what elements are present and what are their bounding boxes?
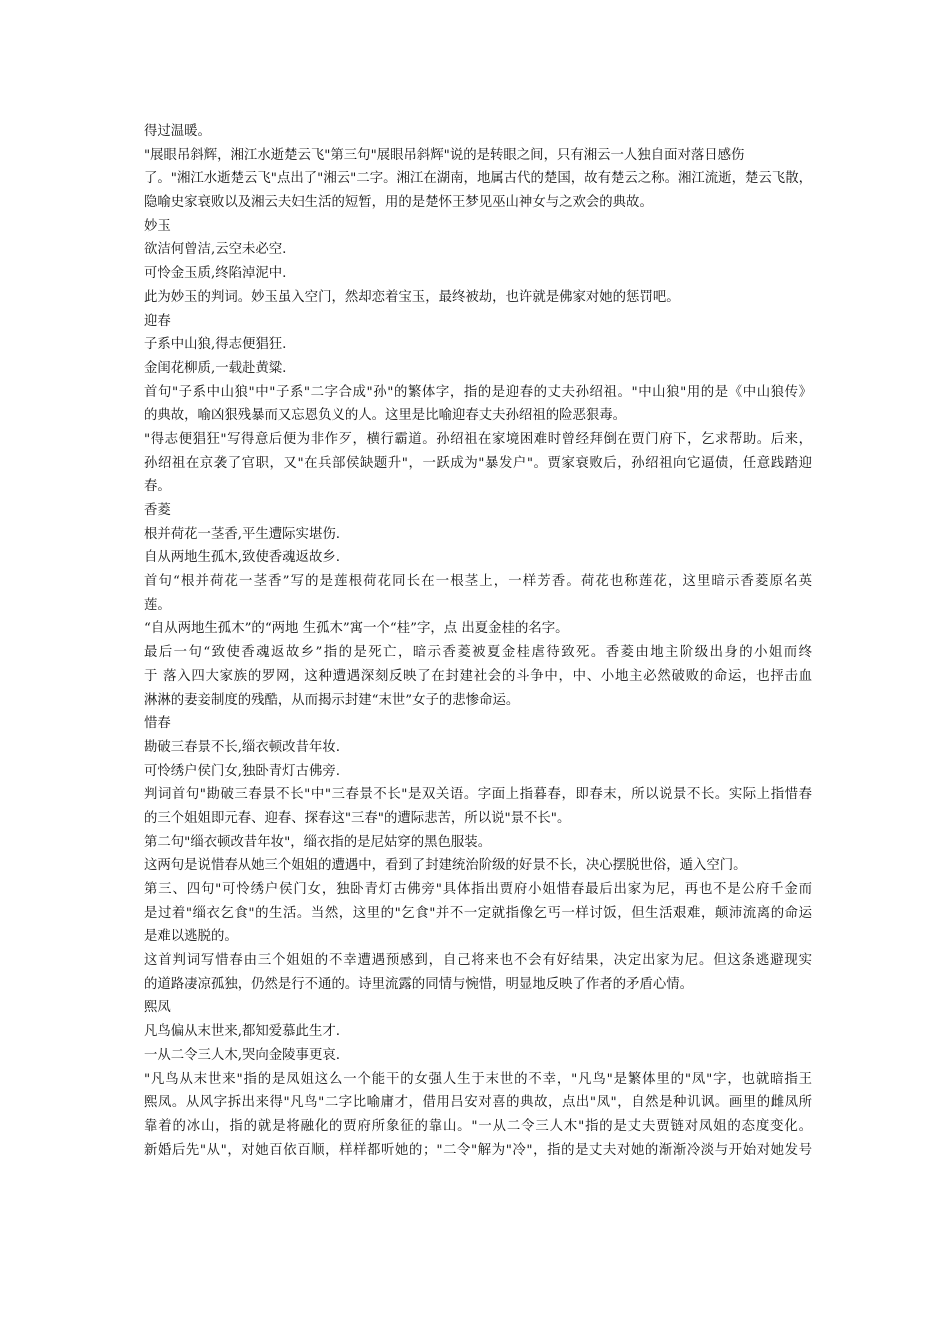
text-line: 判词首句"勘破三春景不长"中"三春景不长"是双关语。字面上指暮春，即春末，所以说景不长。实际上指惜春 [144, 787, 812, 803]
text-line: 欲洁何曾洁,云空未必空. [144, 242, 287, 258]
text-line: 第三、四句"可怜绣户侯门女，独卧青灯古佛旁"具体指出贾府小姐惜春最后出家为尼，再也不是公府千金而 [144, 882, 812, 897]
text-line: "凡鸟从末世来"指的是凤姐这么一个能干的女强人生于末世的不幸，"凡鸟"是繁体里的"凤"字，也就暗指王 [144, 1071, 812, 1087]
text-line: 根并荷花一茎香,平生遭际实堪伤. [144, 526, 340, 542]
text-line: 金闺花柳质,一载赴黄粱. [144, 360, 287, 376]
text-line: 是难以逃脱的。 [144, 929, 238, 945]
document-body [144, 120, 812, 1162]
text-line: “自从两地生孤木”的“两地 生孤木”寓一个“桂”字，点 出夏金桂的名字。 [144, 621, 569, 637]
text-line: 靠着的冰山，指的就是将融化的贾府所象征的靠山。"一从二令三人木"指的是丈夫贾链对凤姐的态度变化。 [144, 1118, 812, 1134]
text-line: 一从二令三人木,哭向金陵事更哀. [144, 1047, 340, 1063]
text-line: 可怜金玉质,终陷淖泥中. [144, 266, 287, 282]
text-line: 可怜绣户侯门女,独卧青灯古佛旁. [144, 763, 340, 779]
text-line: 这首判词写惜春由三个姐姐的不幸遭遇预感到，自己将来也不会有好结果，决定出家为尼。但这条逃避现实 [144, 953, 812, 969]
text-line: 是过着"缁衣乞食"的生活。当然，这里的"乞食"并不一定就指像乞丐一样讨饭，但生活艰难，颠沛流离的命运 [144, 905, 812, 921]
text-line: 熙凤 [144, 1000, 171, 1016]
text-line: 了。"湘江水逝楚云飞"点出了"湘云"二字。湘江在湖南，地属古代的楚国，故有楚云之称。湘江流逝，楚云飞散， [144, 171, 812, 187]
text-line: 淋淋的妻妾制度的残酷，从而揭示封建“末世”女子的悲惨命运。 [144, 692, 520, 708]
text-line: 凡鸟偏从末世来,都知爱慕此生才. [144, 1024, 340, 1040]
text-line: 新婚后先"从"，对她百依百顺，样样都听她的；"二令"解为"冷"，指的是丈夫对她的渐渐冷淡与开始对她发号 [144, 1142, 812, 1158]
text-line: 妙玉 [144, 218, 171, 234]
text-line: 的三个姐姐即元春、迎春、探春这"三春"的遭际悲苦，所以说"景不长"。 [144, 810, 571, 826]
text-line: "得志便猖狂"写得意后便为非作歹，横行霸道。孙绍祖在家境困难时曾经拜倒在贾门府下，乞求帮助。后来， [144, 431, 812, 447]
text-line: 孙绍祖在京袭了官职，又"在兵部侯缺题升"，一跃成为"暴发户"。贾家衰败后，孙绍祖向它逼债，任意践踏迎 [144, 455, 812, 471]
text-line: 第二句"缁衣顿改昔年妆"，缁衣指的是尼姑穿的黑色服装。 [144, 834, 492, 850]
text-line: 此为妙玉的判词。妙玉虽入空门，然却恋着宝玉，最终被劫，也许就是佛家对她的惩罚吧。 [144, 289, 680, 305]
text-line: 子系中山狼,得志便猖狂. [144, 337, 287, 353]
text-line: 香菱 [144, 503, 171, 518]
text-line: 勘破三春景不长,缁衣顿改昔年妆. [144, 739, 340, 755]
text-line: 自从两地生孤木,致使香魂返故乡. [144, 550, 340, 566]
text-line: 最后一句“致使香魂返故乡”指的是死亡，暗示香菱被夏金桂虐待致死。香菱由地主阶级出身的小姐而终 [144, 645, 812, 661]
text-line: "展眼吊斜辉，湘江水逝楚云飞"第三句"展眼吊斜辉"说的是转眼之间，只有湘云一人独自面对落日感伤 [144, 147, 745, 163]
text-line: 的道路凄凉孤独，仍然是行不通的。诗里流露的同情与惋惜，明显地反映了作者的矛盾心情。 [144, 976, 694, 992]
text-line: 首句"子系中山狼"中"子系"二字合成"孙"的繁体字，指的是迎春的丈夫孙绍祖。"中山狼"用的是《中山狼传》 [144, 384, 812, 400]
text-line: 的典故，喻凶狠残暴而又忘恩负义的人。这里是比喻迎春丈夫孙绍祖的险恶狠毒。 [144, 408, 627, 424]
text-line: 迎春 [144, 313, 171, 329]
text-line: 熙凤。从风字拆出来得"凡鸟"二字比喻庸才，借用吕安对喜的典故，点出"凤"，自然是种讥讽。画里的雌凤所 [144, 1095, 812, 1111]
text-line: 首句“根并荷花一茎香”写的是莲根荷花同长在一根茎上，一样芳香。荷花也称莲花，这里暗示香菱原名英 [144, 574, 812, 590]
text-line: 春。 [144, 479, 171, 495]
text-line: 得过温暖。 [144, 124, 211, 139]
text-line: 这两句是说惜春从她三个姐姐的遭遇中，看到了封建统治阶级的好景不长，决心摆脱世俗，遁入空门。 [144, 858, 747, 874]
text-line: 惜春 [144, 716, 171, 732]
text-line: 莲。 [144, 597, 171, 613]
text-line: 于 落入四大家族的罗网，这种遭遇深刻反映了在封建社会的斗争中，中、小地主必然破败的命运，也抨击血 [144, 668, 812, 684]
text-line: 隐喻史家衰败以及湘云夫妇生活的短暂，用的是楚怀王梦见巫山神女与之欢会的典故。 [144, 195, 653, 211]
